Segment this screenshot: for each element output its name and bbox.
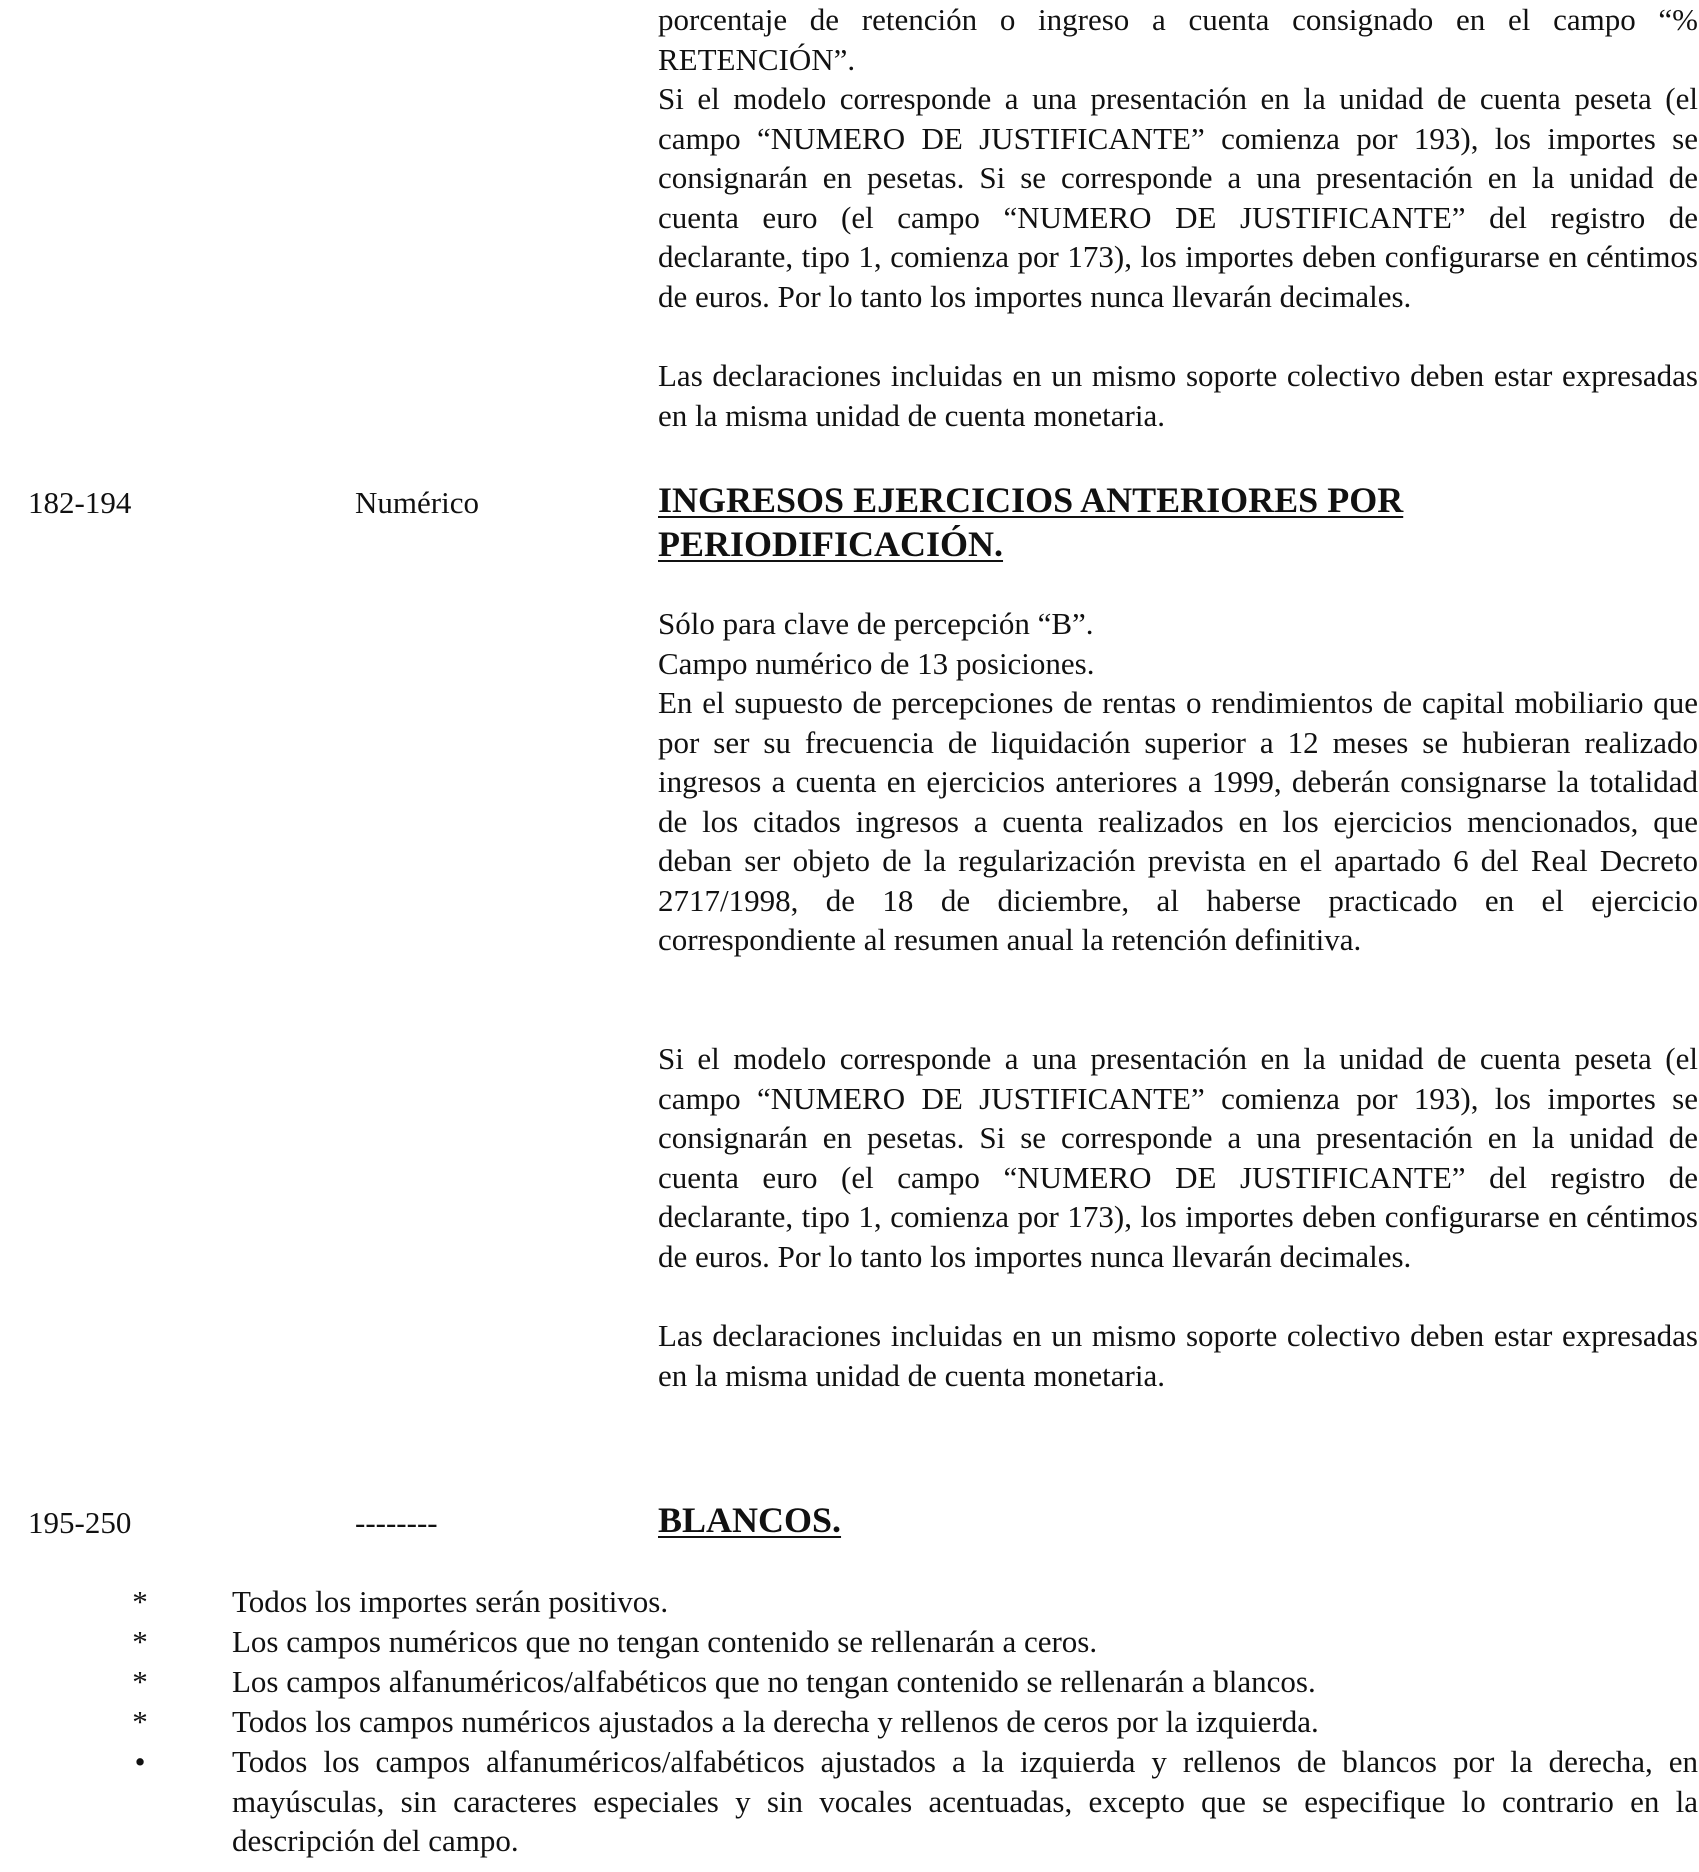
top-paragraph-2: Si el modelo corresponde a una presentación en la unidad de cuenta peseta (el campo “NUMERO DE JUSTIFICANTE” comienza por 193), los importes se consignarán en pesetas. Si se corresponde a una presentación en la unidad de cuenta euro (el campo “NUMERO DE JUSTIFICANTE” del registro de declarante, tipo 1, comienza por 173), los importes deben configurarse en céntimos de euros. Por lo tanto los importes nunca llevarán decimales. [658,81,1698,314]
note-marker-3: * [132,1664,148,1699]
field-182-194-paragraph-2: Campo numérico de 13 posiciones. [658,646,1095,681]
field-heading-182-194: INGRESOS EJERCICIOS ANTERIORES POR PERIODIFICACIÓN. [658,480,1404,564]
note-marker-1: * [132,1584,148,1619]
field-182-194-paragraph-5: Las declaraciones incluidas en un mismo soporte colectivo deben estar expresadas en la misma unidad de cuenta monetaria. [658,1318,1698,1393]
top-paragraph-3: Las declaraciones incluidas en un mismo soporte colectivo deben estar expresadas en la misma unidad de cuenta monetaria. [658,358,1698,433]
note-marker-2: * [132,1624,148,1659]
field-type-182-194: Numérico [355,485,479,520]
note-bullet-5: • [134,1744,146,1779]
field-182-194-paragraph-3: En el supuesto de percepciones de rentas o rendimientos de capital mobiliario que por ser su frecuencia de liquidación superior a 12 meses se hubieran realizado ingresos a cuenta en ejercicios anteriores a 1999, deberán consignarse la totalidad de los citados ingresos a cuenta realizados en los ejercicios mencionados, que deban ser objeto de la regularización prevista en el apartado 6 del Real Decreto 2717/1998, de 18 de diciembre, al haberse practicado en el ejercicio correspondiente al resumen anual la retención definitiva. [658,685,1698,957]
note-item-5: Todos los campos alfanuméricos/alfabéticos ajustados a la izquierda y rellenos de blancos por la derecha, en mayúsculas, sin caracteres especiales y sin vocales acentuadas, excepto que se especifique lo contrario en la descripción del campo. [232,1744,1698,1858]
note-item-2: Los campos numéricos que no tengan contenido se rellenarán a ceros. [232,1624,1098,1659]
field-range-195-250: 195-250 [28,1505,132,1540]
note-item-1: Todos los importes serán positivos. [232,1584,669,1619]
note-item-4: Todos los campos numéricos ajustados a la derecha y rellenos de ceros por la izquierda. [232,1704,1319,1739]
field-heading-195-250: BLANCOS. [658,1500,842,1540]
note-marker-4: * [132,1704,148,1739]
note-item-3: Los campos alfanuméricos/alfabéticos que no tengan contenido se rellenarán a blancos. [232,1664,1316,1699]
field-182-194-paragraph-1: Sólo para clave de percepción “B”. [658,606,1094,641]
top-paragraph-1: porcentaje de retención o ingreso a cuenta consignado en el campo “% RETENCIÓN”. [658,2,1698,77]
field-182-194-paragraph-4: Si el modelo corresponde a una presentación en la unidad de cuenta peseta (el campo “NUMERO DE JUSTIFICANTE” comienza por 193), los importes se consignarán en pesetas. Si se corresponde a una presentación en la unidad de cuenta euro (el campo “NUMERO DE JUSTIFICANTE” del registro de declarante, tipo 1, comienza por 173), los importes deben configurarse en céntimos de euros. Por lo tanto los importes nunca llevarán decimales. [658,1041,1698,1274]
field-range-182-194: 182-194 [28,485,132,520]
field-type-195-250: -------- [355,1505,438,1540]
